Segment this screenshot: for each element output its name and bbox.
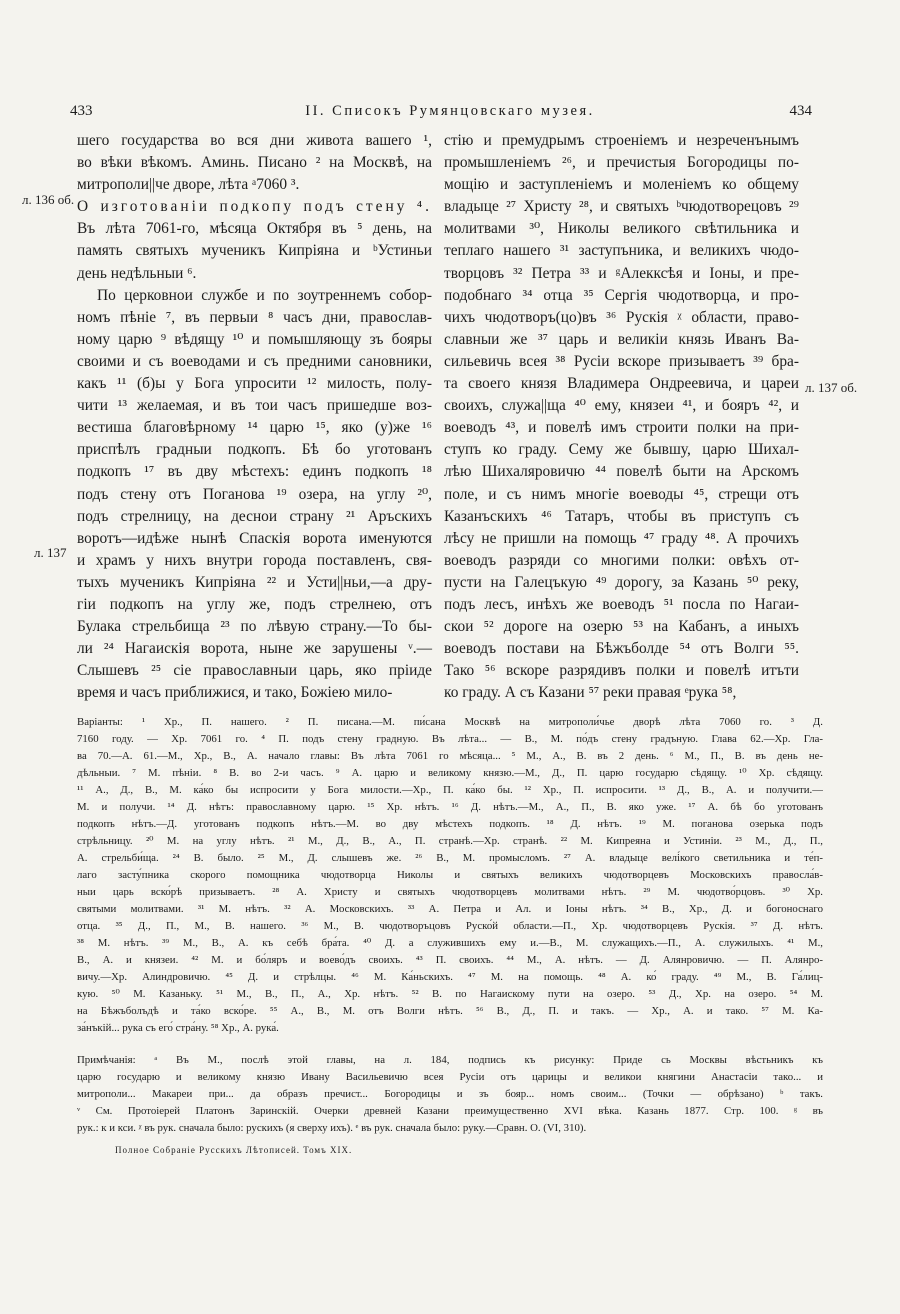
text-line: день недѣльныи ⁶. bbox=[77, 264, 197, 282]
text-line: память святыхъ мученикъ Кипріяна и ᵇУстиньи bbox=[77, 242, 432, 260]
note-line: ᵛ См. Протоіерей Платонъ Заринскій. Очерки древней Казани преимущественно XVI вѣка. Казань 1877. Стр. 100. ᵍ въ bbox=[77, 1105, 823, 1117]
note-line: митрополи... Макареи при... да образъ пречист... Богородицы и зъ бояр... номъ своим... (Точки — обрѣзано) ᵇ такъ. bbox=[77, 1088, 823, 1100]
variant-line: М. и получи. ¹⁴ Д. нѣтъ: православному царю. ¹⁵ Хр. нѣтъ. ¹⁶ Д. нѣтъ.—М., А., П., В. яко уже. ¹⁷ А. бѣ бо уготованъ bbox=[77, 801, 823, 813]
text-line: тыхъ мученикъ Кипріяна ²² и Усти||ньи,—а дру- bbox=[77, 573, 432, 591]
text-line: воеводъ ⁴³, и повелѣ имъ строити полки на при- bbox=[444, 419, 799, 437]
right-column bbox=[444, 130, 799, 704]
text-line: ступъ ко граду. Сему же бывшу, царю Шихал- bbox=[444, 441, 799, 459]
text-line: теплаго нашего ³¹ заступъника, и великихъ чюдо- bbox=[444, 242, 799, 260]
margin-note-right-1: л. 137 об. bbox=[805, 380, 858, 395]
text-line: воеводъ разряди со многими полки: овѣхъ от- bbox=[444, 551, 799, 569]
text-line: приспѣлъ градныи подкопъ. Бѣ бо уготованъ bbox=[77, 441, 432, 459]
variant-line: В., А. и князеи. ⁴² М. и бо́ляръ и воево́дъ своихъ. ⁴³ П. своихъ. ⁴⁴ М., А. нѣтъ. — Д. Алянровичю. — П. Алянро- bbox=[77, 954, 823, 966]
page-number-left: 433 bbox=[70, 103, 93, 119]
text-line: сильевичь всея ³⁸ Русіи вскоре призываетъ ³⁹ бра- bbox=[444, 352, 799, 370]
text-line: владыце ²⁷ Христу ²⁸, и святыхъ ᵇчюдотворецовъ ²⁹ bbox=[444, 198, 799, 216]
note-line: рук.: к и кси. ᵡ въ рук. сначала было: рускихъ (я сверху ихъ). ᵉ въ рук. сначала было: руку.—Сравн. О. (VI, 310). bbox=[77, 1122, 587, 1134]
variant-line: ныи царь вско́рѣ призываетъ. ²⁸ А. Христу и святыхъ чюдотворцевъ молитвами нѣтъ. ²⁹ М. чюдотво́рцовъ. ³⁰ Хр. bbox=[77, 886, 823, 898]
text-line: ли ²⁴ Нагаискія ворота, ныне же зарушены ᵛ.— bbox=[77, 640, 432, 658]
text-line: и храмъ у нихъ внутри города поставленъ, свя- bbox=[77, 551, 432, 569]
text-line: своими и съ воеводами и съ предними сановники, bbox=[77, 352, 432, 370]
variants-block bbox=[77, 714, 823, 1037]
text-line: какъ ¹¹ (б)ы у Бога упросити ¹² милость, полу- bbox=[77, 375, 432, 393]
text-line: подъ стрелницу, на деснои страну ²¹ Аръскихъ bbox=[77, 507, 432, 525]
text-line: По церковнои службе и по зоутреннемъ собор- bbox=[97, 286, 432, 304]
variant-line: кую. ⁵⁰ М. Казаньку. ⁵¹ М., В., П., А., Хр. нѣтъ. ⁵² В. по Нагаискому пути на озеро. ⁵³ Д., Хр. на озеро. ⁵⁴ М. bbox=[77, 988, 823, 1000]
variant-line: Варіанты: ¹ Хр., П. нашего. ² П. писана.—М. пи́сана Москвѣ на митрополи́чье дворѣ лѣта 7060 го. ³ Д. bbox=[77, 716, 823, 728]
text-line: вестиша благовѣрному ¹⁴ царю ¹⁵, яко (у)же ¹⁶ bbox=[77, 419, 432, 437]
page-number-right: 434 bbox=[789, 103, 812, 119]
text-line: Слышевъ ²⁵ сіе православныи царь, яко пріиде bbox=[77, 662, 432, 680]
text-line: творцовъ ³² Петра ³³ и ᵍАлекксѣя и Іоны, и пре- bbox=[444, 264, 799, 282]
variant-line: 7160 году. — Хр. 7061 го. ⁴ П. подъ стену градную. Въ лѣта... — В., М. по́дъ стену градъную. Глава 62.—Хр. Гла- bbox=[77, 733, 823, 745]
text-line: время и часъ приближися, и тако, Божіею мило- bbox=[77, 684, 393, 702]
variant-line: стрѣльницу. ²⁰ М. на углу нѣтъ. ²¹ М., Д., В., А., П. странѣ.—Хр. странѣ. ²² М. Кипреяна и Устиніи. ²³ М., Д., П., bbox=[77, 835, 823, 847]
notes-block bbox=[77, 1052, 823, 1137]
text-line: поле, и съ нимъ многіе воеводы ⁴⁵, стрещи отъ bbox=[444, 485, 799, 503]
variant-line: дѣльныи. ⁷ М. пѣніи. ⁸ В. во 2-и часъ. ⁹ А. царю и великому князю.—М., Д., П. царю государю сѣдящу. ¹⁰ Хр. сѣдящу. bbox=[77, 767, 823, 779]
text-line: номъ пѣніе ⁷, въ первыи ⁸ часъ дни, православ- bbox=[77, 308, 432, 326]
text-line: во вѣки вѣкомъ. Аминь. Писано ² на Москвѣ, на bbox=[77, 154, 432, 172]
margin-note-left-1: л. 136 об. bbox=[22, 192, 75, 207]
text-line: гіи подкопъ на углу же, подъ стрелнею, отъ bbox=[77, 595, 432, 613]
variant-line: за́нъкій... рука съ его́ стра́ну. ⁵⁸ Хр., А. рука́. bbox=[77, 1022, 279, 1034]
text-line: воротъ—идѣже нынѣ Спаскія ворота именуются bbox=[77, 529, 432, 547]
text-line: подобнаго ³⁴ отца ³⁵ Сергія чюдотворца, и про- bbox=[444, 286, 799, 304]
text-line: та своего князя Владимера Ондреевича, и цареи bbox=[444, 375, 799, 393]
text-line: подъ лесъ, инѣхъ же воеводъ ⁵¹ посла по Нагаи- bbox=[444, 595, 799, 613]
text-line: пусти на Галецъкую ⁴⁹ дорогу, за Казань ⁵⁰ реку, bbox=[444, 573, 799, 591]
text-line: ному царю ⁹ вѣдящу ¹⁰ и помышляющу зъ бояры bbox=[77, 330, 432, 348]
variant-line: ва 70.—А. 61.—М., Хр., В., А. начало главы: Въ лѣта 7061 го мѣсяца... ⁵ М., А., В. въ 2 день. ⁶ М., П., В. въ день не- bbox=[77, 750, 823, 762]
text-line: своихъ, служа||ща ⁴⁰ ему, князеи ⁴¹, и бояръ ⁴², и bbox=[444, 397, 799, 415]
text-line: чити ¹³ желаемая, и въ тои часъ пришедше воз- bbox=[77, 397, 432, 415]
variant-line: святыми молитвами. ³¹ М. нѣтъ. ³² А. Московскихъ. ³³ А. Петра и Ал. и Іоны нѣтъ. ³⁴ В., Хр., Д. и богоноснаго bbox=[77, 903, 823, 915]
text-line: промышленіемъ ²⁶, и пречистыя Богородицы по- bbox=[444, 154, 799, 172]
variant-line: лаго засту́пника скорого помощника чюдотворца Николы и святыхъ великихъ чюдотворцевъ Московскихъ правосла́в- bbox=[77, 869, 823, 881]
text-line: воеводъ постави на Бѣжъболде ⁵⁴ отъ Волги ⁵⁵. bbox=[444, 640, 799, 658]
text-line: лѣю Шихаляровичю ⁴⁴ повелѣ быти на Арскомъ bbox=[444, 463, 799, 481]
variant-line: ³⁸ М. нѣтъ. ³⁹ М., В., А. къ себѣ бра́та. ⁴⁰ Д. а служившихъ ему и.—В., М. служащихъ.—П., А. служилыхъ. ⁴¹ М., bbox=[77, 937, 823, 949]
variant-line: подкопъ нѣтъ.—Д. уготованъ подкопъ нѣтъ.—М. во дву мѣстехъ подкопъ. ¹⁸ Д. нѣтъ. ¹⁹ М. поганова озерька подъ bbox=[77, 818, 823, 830]
text-line: стію и премудрымъ строеніемъ и незреченънымъ bbox=[444, 132, 799, 149]
text-line: О изготованіи подкопу подъ стену ⁴. bbox=[77, 198, 432, 216]
note-line: Примѣчанія: ᵃ Въ М., послѣ этой главы, на л. 184, подпись къ рисунку: Приде сь Москвы вѣстьникъ къ bbox=[77, 1054, 823, 1066]
variant-line: вичу.—Хр. Алиндровичю. ⁴⁵ Д. и стрѣлцы. ⁴⁶ М. Ка́ньскихъ. ⁴⁷ М. на помощь. ⁴⁸ А. ко́ граду. ⁴⁹ М., В. Га́лиц- bbox=[77, 971, 823, 983]
variant-line: А. стрельби́ща. ²⁴ В. было. ²⁵ М., Д. слышевъ же. ²⁶ В., М. промысломъ. ²⁷ А. владыце велі́кого светильника и те́п- bbox=[77, 852, 823, 864]
running-title: II. Списокъ Румянцовскаго музея. bbox=[305, 103, 595, 119]
margin-note-left-2: л. 137 bbox=[34, 545, 67, 560]
text-line: скои ⁵² дороге на озерю ⁵³ на Кабанъ, а иныхъ bbox=[444, 618, 799, 636]
text-line: молитвами ³⁰, Николы великого свѣтильника и bbox=[444, 220, 799, 238]
text-line: славныи же ³⁷ царь и великіи князь Иванъ Ва- bbox=[444, 330, 799, 348]
text-line: чихъ чюдотворъ(цо)въ ³⁶ Рускія ᵡ области, право- bbox=[444, 308, 799, 326]
text-line: лѣсу не пришли на помощь ⁴⁷ граду ⁴⁸. А прочихъ bbox=[444, 529, 799, 547]
text-line: Тако ⁵⁶ вскоре разрядивъ полки и повелѣ итъти bbox=[444, 662, 799, 680]
variant-line: отца. ³⁵ Д., П., М., В. нашего. ³⁶ М., В. чюдотворъцовъ Руско́й области.—П., Хр. чюдотворцевъ Рускія. ³⁷ Д. нѣтъ. bbox=[77, 920, 823, 932]
text-line: Казанъскихъ ⁴⁶ Татаръ, чтобы въ приступъ съ bbox=[444, 507, 799, 525]
variant-line: на Бѣжъболъдѣ и та́ко вско́ре. ⁵⁵ А., В., М. отъ Волги нѣтъ. ⁵⁶ В., Д., П. и такъ. — Хр., А. и тако. ⁵⁷ М. Ка- bbox=[77, 1005, 823, 1017]
note-line: царю государю и великому князю Ивану Васильевичю всея Русіи отъ царицы и великои княгини Анастасіи тако... и bbox=[77, 1071, 823, 1083]
text-line: Булака стрельбища ²³ по лѣвую страну.—То бы- bbox=[77, 618, 432, 636]
left-column bbox=[77, 130, 432, 704]
variant-line: ¹¹ А., Д., В., М. ка́ко бы испросити у Бога милости.—Хр., П. ка́ко бы. ¹² Хр., П. испросити. ¹³ Д., В., А. и получити.— bbox=[77, 784, 823, 796]
text-line: подъ стену отъ Поганова ¹⁹ озера, на углу ²⁰, bbox=[77, 485, 432, 503]
text-line: митрополи||че дворе, лѣта ᵃ7060 ³. bbox=[77, 176, 300, 194]
footer-signature: Полное Собраніе Русскихъ Лѣтописей. Томъ XIX. bbox=[115, 1145, 353, 1155]
text-line: шего государства во вся дни живота вашего ¹, bbox=[77, 132, 432, 149]
text-line: мощію и заступленіемъ и моленіемъ ко общему bbox=[444, 176, 799, 194]
text-line: подкопъ ¹⁷ въ дву мѣстехъ: единъ подкопъ ¹⁸ bbox=[77, 463, 432, 481]
text-line: Въ лѣта 7061-го, мѣсяца Октября въ ⁵ день, на bbox=[77, 220, 432, 238]
text-line: ко граду. А съ Казани ⁵⁷ реки правая ᵉрука ⁵⁸, bbox=[444, 684, 737, 702]
